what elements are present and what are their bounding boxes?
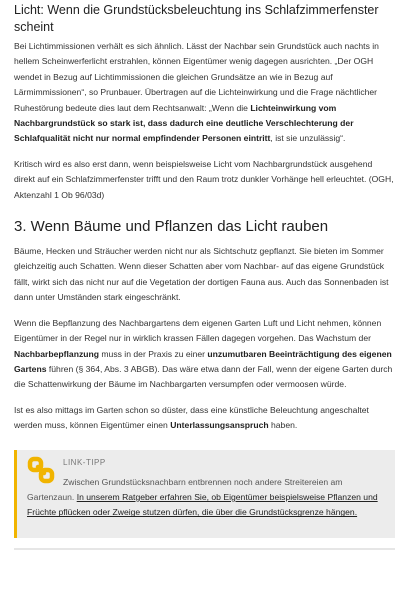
paragraph-critical: Kritisch wird es also erst dann, wenn beispielsweise Licht vom Nachbargrundstück ausgehend direkt auf ein Schlafzimmerfenster trifft und den Raum trotz dunkler Vorhänge hell erleuchtet. (OGH, Aktenzahl 1 Ob 96/03d) [14, 158, 394, 200]
paragraph-text: muss in der Praxis zu einer [99, 348, 208, 359]
bold-text: Lichteinwirkung vom Nachbargrundstück so stark ist, dass dadurch eine deutliche Verschlechterung der Schlafqualität nicht nur normal empfindender Personen eintritt [14, 102, 354, 144]
link-tip-box [14, 450, 395, 538]
section-heading-trees: 3. Wenn Bäume und Pflanzen das Licht rauben [14, 218, 329, 236]
paragraph-text: haben. [268, 420, 298, 431]
paragraph-text: Ist es also mittags im Garten schon so düster, dass eine künstliche Beleuchtung angeschaltet werden muss, können Eigentümer einen [14, 404, 369, 431]
paragraph-planting [14, 316, 395, 393]
tip-label: LINK-TIPP [63, 457, 106, 467]
divider [14, 548, 395, 550]
paragraph-injunction [14, 403, 395, 434]
paragraph-text: Wenn die Bepflanzung des Nachbargartens dem eigenen Garten Luft und Licht nehmen, können Eigentümer in der Regel nur in wirklich krassen Fällen dagegen vorgehen. Das Wachstum der [14, 317, 382, 344]
tip-intro-text: Zwischen Grundstücksnachbarn entbrennen noch andere Streitereien am Gartenzaun. [27, 476, 343, 502]
paragraph-text: führen (§ 364, Abs. 3 ABGB). Das wäre etwa dann der Fall, wenn der eigene Garten durch die Schattenwirkung der Bäume im Nachbargarten versumpfen oder vermoosen würde. [14, 363, 393, 390]
paragraph-trees-shade: Bäume, Hecken und Sträucher werden nicht nur als Sichtschutz gepflanzt. Sie bieten im Sommer gleichzeitig auch Schatten. Wenn dieser Schatten aber vom Nachbar- auf das eigene Grundstück fällt, wirkt sich das nicht nur auf die Vegetation der dortigen Fauna aus. Auch das Sonnenbaden ist dann unter Umständen stark eingeschränkt. [14, 246, 389, 303]
paragraph-text: Bei Lichtimmissionen verhält es sich ähnlich. Lässt der Nachbar sein Grundstück auch nachts in hellem Scheinwerferlicht erstrahlen, können Eigentümer wenig dagegen ausrichten. „Der OGH wendet in Bezug auf Lichtimmissionen die gleichen Grundsätze an wie in Bezug auf Lärmimmissionen“, so Prunbauer. Übertragen auf die Lichteinwirkung und die Frage nächtlicher Ruhestörung bedeute dies laut dem Rechtsanwalt: „Wenn die [14, 41, 379, 113]
bold-text: Nachbarbepflanzung [14, 348, 99, 359]
link-icon [27, 456, 55, 484]
paragraph-text: , ist sie unzulässig“. [270, 133, 346, 144]
tip-link[interactable]: In unserem Ratgeber erfahren Sie, ob Eigentümer beispielsweise Pflanzen und Früchte pflücken oder Zweige stutzen dürfen, die über die Grundstücksgrenze hängen. [27, 491, 378, 518]
bold-text: unzumutbaren Beeinträchtigung des eigenen Gartens [14, 348, 392, 374]
paragraph-light-immissions [14, 39, 395, 147]
subheading-light: Licht: Wenn die Grundstücksbeleuchtung ins Schlafzimmerfenster scheint [14, 3, 379, 34]
bold-text: Unterlassungsanspruch [170, 420, 269, 431]
tip-text [27, 475, 383, 521]
